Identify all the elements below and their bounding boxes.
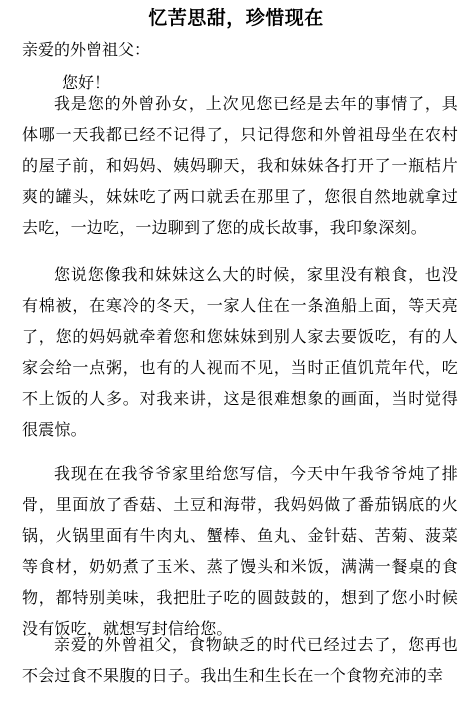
- letter-greeting: 您好！: [62, 73, 111, 92]
- letter-paragraph-1: 我是您的外曾孙女，上次见您已经是去年的事情了，具体哪一天我都已经不记得了，只记得您和外曾祖母坐在农村的屋子前，和妈妈、姨妈聊天，我和妹妹各打开了一瓶桔片爽的罐头，妹妹吃了两口就丢在那里了，您很自然地就拿过去吃，一边吃，一边聊到了您的成长故事，我印象深刻。: [22, 94, 458, 237]
- letter-paragraph-4: 亲爱的外曾祖父，食物缺乏的时代已经过去了，您再也不会过食不果腹的日子。我出生和生长在一个食物充沛的幸: [22, 635, 458, 685]
- letter-title: 忆苦思甜，珍惜现在: [148, 7, 324, 29]
- letter-salutation: 亲爱的外曾祖父：: [22, 40, 151, 59]
- letter-paragraph-2: 您说您像我和妹妹这么大的时候，家里没有粮食，也没有棉被，在寒冷的冬天，一家人住在一条渔船上面，等天亮了，您的妈妈就牵着您和您妹妹到别人家去要饭吃，有的人家会给一点粥，也有的人视而不见，当时正值饥荒年代，吃不上饭的人多。对我来讲，这是很难想象的画面，当时觉得很震惊。: [22, 265, 458, 439]
- letter-paragraph-3: 我现在在我爷爷家里给您写信，今天中午我爷爷炖了排骨，里面放了香菇、土豆和海带，我妈妈做了番茄锅底的火锅，火锅里面有牛肉丸、蟹棒、鱼丸、金针菇、苦菊、菠菜等食材，奶奶煮了玉米、蒸了馒头和米饭，满满一餐桌的食物，都特别美味，我把肚子吃的圆鼓鼓的，想到了您小时候没有饭吃，就想写封信给您。: [22, 464, 458, 638]
